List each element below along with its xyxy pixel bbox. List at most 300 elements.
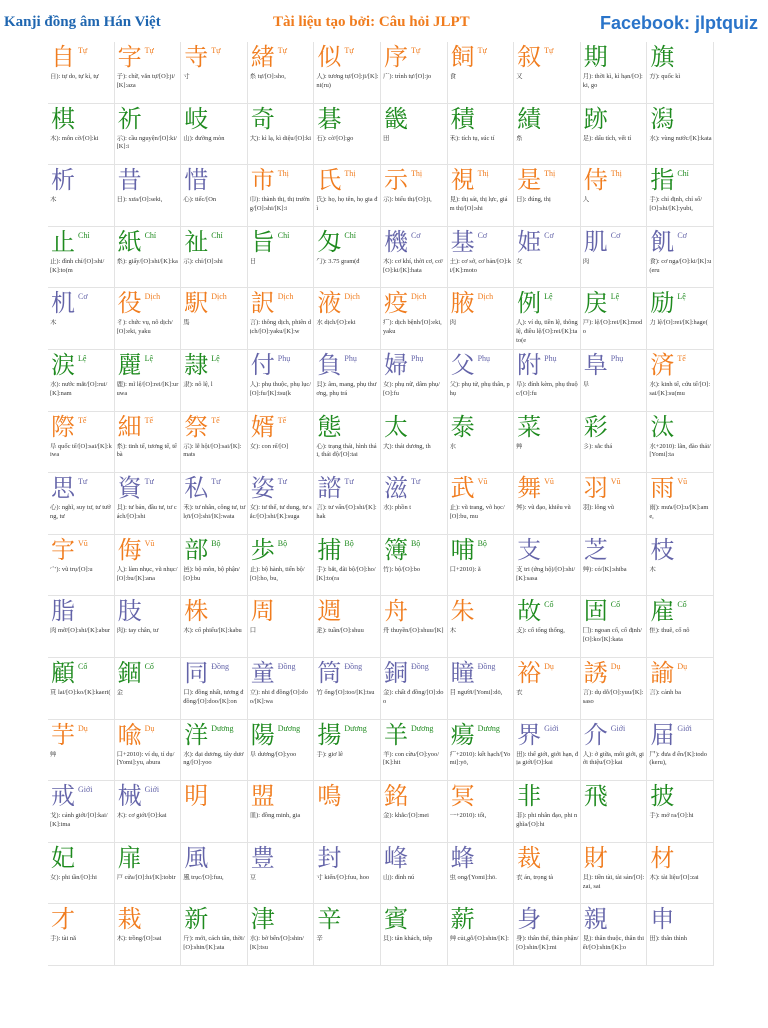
- kanji-description: [316, 812, 379, 841]
- kanji-character: 瞳: [450, 658, 475, 687]
- han-viet-reading: Vũ: [544, 477, 554, 487]
- kanji-character: 申: [650, 905, 675, 934]
- kanji-character: 菜: [517, 412, 542, 441]
- kanji-cell: [514, 227, 581, 289]
- kanji-cell: [115, 165, 182, 227]
- kanji-cell: [248, 165, 315, 227]
- kanji-description: 手): bắt, đãi bộ/[O]:ho/[K]:to(ra: [316, 565, 376, 582]
- kanji-cell: [314, 165, 381, 227]
- page-title: Kanji đồng âm Hán Việt: [4, 14, 161, 30]
- kanji-character: 基: [450, 227, 475, 256]
- kanji-cell: [248, 535, 315, 597]
- kanji-description: 手): tài nă: [50, 935, 76, 943]
- han-viet-reading: Tư: [78, 477, 88, 487]
- kanji-character: 諭: [650, 658, 675, 687]
- kanji-description: 辛: [316, 935, 323, 943]
- kanji-description: 木: [449, 627, 456, 635]
- kanji-description: 方): quốc kì: [649, 73, 681, 80]
- han-viet-reading: Tự: [344, 46, 354, 55]
- kanji-description: 山): đỉnh nú: [382, 873, 415, 881]
- kanji-character: 潟: [650, 104, 675, 133]
- kanji-cell: [448, 596, 515, 658]
- kanji-character: 雨: [650, 474, 675, 503]
- kanji-character: 付: [250, 350, 275, 379]
- han-viet-reading: Cơ: [677, 230, 687, 240]
- kanji-cell: [581, 658, 648, 720]
- kanji-character: 細: [117, 412, 142, 441]
- kanji-character: 負: [317, 350, 342, 379]
- kanji-description: 糸: [516, 134, 523, 142]
- han-viet-reading: Tư: [144, 477, 154, 487]
- kanji-character: 披: [650, 782, 675, 811]
- kanji-description: 示): lễ hội/[O]:sai/[K]:mats: [183, 442, 242, 459]
- kanji-cell: [514, 104, 581, 166]
- han-viet-reading: Bộ: [477, 538, 487, 548]
- kanji-character: 戻: [583, 289, 608, 318]
- kanji-character: 才: [51, 905, 75, 934]
- kanji-character: 裕: [517, 658, 542, 687]
- kanji-description: 勹): 3.75 gram(đ: [316, 257, 360, 265]
- kanji-cell: [514, 720, 581, 782]
- kanji-cell: [48, 904, 115, 966]
- kanji-character: 非: [517, 782, 542, 811]
- kanji-character: 滋: [383, 474, 408, 503]
- han-viet-reading: Chỉ: [344, 230, 356, 240]
- kanji-character: 顧: [51, 658, 75, 687]
- kanji-character: 機: [383, 227, 408, 256]
- han-viet-reading: Đồng: [477, 661, 496, 671]
- kanji-character: 紙: [117, 227, 142, 256]
- kanji-cell: [181, 904, 248, 966]
- kanji-description: 鹿): mĩ lệ/[O]:rei/[K]:uruwa: [116, 380, 179, 397]
- kanji-cell: [115, 535, 182, 597]
- kanji-cell: [48, 658, 115, 720]
- kanji-description: 衣: [516, 688, 523, 696]
- kanji-cell: [381, 165, 448, 227]
- kanji-character: 筒: [317, 658, 342, 687]
- han-viet-reading: Cơ: [410, 230, 421, 240]
- han-viet-reading: Lệ: [211, 353, 220, 363]
- han-viet-reading: Vũ: [78, 538, 88, 548]
- han-viet-reading: Vũ: [477, 477, 488, 487]
- kanji-cell: [248, 104, 315, 166]
- kanji-character: 宇: [51, 535, 75, 564]
- kanji-character: 祭: [184, 412, 209, 441]
- kanji-description: 立): nhi đ đồng/[O]:doo/[K]:wa: [249, 688, 308, 705]
- kanji-cell: [115, 350, 182, 412]
- kanji-cell: [248, 596, 315, 658]
- han-viet-reading: Thị: [344, 169, 356, 179]
- kanji-cell: [248, 781, 315, 843]
- kanji-character: 例: [517, 289, 542, 318]
- kanji-description: 巾): thành thị, thị trường/[O]:shi/[K]:i: [249, 196, 310, 212]
- kanji-cell: [248, 720, 315, 782]
- kanji-cell: [48, 843, 115, 905]
- kanji-description: 大): kì lạ, kì diệu/[O]:ki: [249, 134, 312, 142]
- kanji-character: 蜂: [450, 843, 475, 872]
- kanji-character: 侍: [583, 166, 608, 195]
- kanji-description: 舛): vũ đạo, khiêu vũ: [516, 504, 571, 512]
- kanji-description: 人): ở giữa, môi giới, giới thiệu/[O]:kai: [582, 750, 644, 767]
- kanji-cell: [115, 720, 182, 782]
- kanji-description: 寸 kiến/[O]:fuu, hoo: [316, 873, 370, 881]
- kanji-description: 見): thị sát, thị lực, giám thị/[O]:shi: [449, 196, 508, 212]
- kanji-character: 汰: [650, 412, 675, 441]
- kanji-grid: [48, 42, 714, 1028]
- kanji-description: 木): môn cờ/[O]:ki: [50, 134, 99, 142]
- kanji-character: 陽: [250, 720, 275, 749]
- han-viet-reading: Cơ: [78, 292, 88, 302]
- kanji-cell: [381, 42, 448, 104]
- han-viet-reading: Cố: [677, 600, 687, 610]
- han-viet-reading: Tự: [544, 46, 554, 55]
- han-viet-reading: Tế: [677, 353, 686, 363]
- han-viet-reading: Tự: [477, 46, 487, 55]
- kanji-description: 豆: [249, 873, 257, 881]
- kanji-character: 机: [51, 289, 75, 318]
- kanji-character: 武: [450, 474, 475, 503]
- kanji-description: 一+2010): tối,: [449, 812, 487, 820]
- han-viet-reading: Dương: [211, 723, 234, 733]
- kanji-character: 自: [51, 43, 75, 71]
- kanji-description: 貝): tân khách, tiếp: [382, 935, 433, 943]
- kanji-description: 雨): mưa/[O]:u/[K]:ame,: [649, 504, 709, 520]
- kanji-description: 木: [649, 565, 656, 573]
- han-viet-reading: Chỉ: [144, 230, 157, 240]
- kanji-cell: [115, 473, 182, 535]
- kanji-character: 部: [184, 535, 209, 564]
- kanji-description: 言): thông dịch, phiên dịch/[O]:yaku/[K]:w: [249, 319, 312, 336]
- kanji-character: 視: [450, 166, 475, 195]
- kanji-cell: [647, 843, 714, 905]
- kanji-character: 婦: [383, 350, 408, 379]
- han-viet-reading: Phụ: [477, 353, 491, 363]
- kanji-character: 諮: [317, 474, 342, 503]
- han-viet-reading: Thị: [410, 169, 423, 179]
- kanji-character: 績: [517, 104, 542, 133]
- kanji-description: 木): cơ giới/[O]:kai: [116, 812, 167, 820]
- kanji-character: 銘: [383, 782, 408, 811]
- kanji-cell: [115, 658, 182, 720]
- kanji-character: 瘍: [450, 720, 475, 749]
- kanji-cell: [448, 535, 515, 597]
- kanji-description: 人): phụ thuộc, phụ lục/[O]:fu/[K]:tsu(k: [249, 380, 312, 397]
- han-viet-reading: Cơ: [544, 230, 554, 240]
- kanji-cell: [381, 596, 448, 658]
- han-viet-reading: Thị: [277, 169, 289, 179]
- kanji-character: 昔: [117, 166, 142, 195]
- kanji-character: 緒: [250, 43, 275, 71]
- author-credit: Tài liệu tạo bởi: Câu hỏi JLPT: [273, 14, 470, 30]
- kanji-cell: [314, 658, 381, 720]
- kanji-cell: [581, 596, 648, 658]
- kanji-character: 奇: [250, 104, 275, 133]
- kanji-cell: [248, 227, 315, 289]
- han-viet-reading: Tự: [410, 46, 421, 55]
- kanji-description: 隹): thuê, cố nô: [649, 627, 690, 635]
- kanji-cell: [115, 42, 182, 104]
- kanji-description: 言): cảnh ba: [649, 688, 681, 696]
- kanji-description: 心): trạng thái, hình thái, thái độ/[O]:tai: [316, 442, 377, 459]
- kanji-character: 株: [184, 597, 209, 626]
- kanji-cell: [181, 535, 248, 597]
- kanji-character: 旨: [250, 227, 275, 256]
- kanji-character: 誘: [583, 658, 608, 687]
- kanji-cell: [314, 288, 381, 350]
- kanji-description: 艸 củi,gỗ/[O]:shin/[K]:: [449, 935, 509, 943]
- han-viet-reading: Thị: [544, 169, 556, 179]
- kanji-cell: [647, 596, 714, 658]
- kanji-cell: [448, 350, 515, 412]
- kanji-cell: [514, 658, 581, 720]
- kanji-character: 身: [517, 905, 542, 934]
- kanji-description: 女): phi tần/[O]:hi: [50, 873, 97, 881]
- kanji-description: 肉: [449, 319, 456, 327]
- kanji-character: 指: [650, 166, 675, 195]
- kanji-character: 止: [51, 227, 75, 256]
- kanji-cell: [514, 473, 581, 535]
- kanji-character: 固: [583, 597, 608, 626]
- kanji-cell: [381, 720, 448, 782]
- kanji-cell: [381, 473, 448, 535]
- kanji-description: 示): chỉ/[O]:shi: [183, 257, 223, 265]
- kanji-cell: [115, 412, 182, 474]
- kanji-character: 械: [117, 782, 142, 811]
- kanji-cell: [647, 104, 714, 166]
- han-viet-reading: Phụ: [610, 353, 624, 363]
- kanji-description: 竹): bộ/[O]:bo: [382, 565, 421, 573]
- facebook-link[interactable]: Facebook: jlptquiz: [599, 13, 758, 33]
- kanji-cell: [647, 720, 714, 782]
- kanji-description: 阜: [582, 380, 590, 388]
- kanji-cell: [647, 288, 714, 350]
- kanji-character: 祈: [117, 104, 142, 133]
- kanji-character: 喩: [117, 720, 142, 749]
- kanji-cell: [181, 104, 248, 166]
- kanji-cell: [248, 350, 315, 412]
- han-viet-reading: Tư: [211, 477, 221, 487]
- kanji-cell: [48, 535, 115, 597]
- han-viet-reading: Tế: [211, 415, 220, 425]
- kanji-character: 岐: [184, 104, 209, 133]
- kanji-cell: [48, 596, 115, 658]
- kanji-character: 同: [184, 658, 209, 687]
- kanji-character: 涙: [51, 350, 75, 379]
- kanji-character: 侮: [117, 535, 142, 564]
- han-viet-reading: Dịch: [344, 292, 360, 302]
- kanji-description: [583, 812, 646, 841]
- kanji-description: 疒): dịch bệnh/[O]:eki, yaku: [382, 319, 442, 336]
- han-viet-reading: Dương: [410, 723, 434, 733]
- kanji-cell: [314, 104, 381, 166]
- kanji-description: 止): bộ hành, tiến bộ/[O]:ho, bu,: [249, 565, 305, 582]
- kanji-description: 又: [516, 73, 523, 80]
- kanji-cell: [514, 596, 581, 658]
- kanji-character: 妃: [51, 843, 75, 872]
- kanji-character: 支: [517, 535, 542, 564]
- han-viet-reading: Đồng: [277, 661, 296, 671]
- han-viet-reading: Tư: [344, 477, 354, 487]
- kanji-cell: [314, 473, 381, 535]
- kanji-cell: [314, 227, 381, 289]
- kanji-character: 棋: [51, 104, 75, 133]
- kanji-character: 届: [650, 720, 675, 749]
- kanji-character: 故: [517, 597, 542, 626]
- kanji-cell: [647, 165, 714, 227]
- page-header: [0, 0, 768, 44]
- kanji-character: 飼: [450, 43, 475, 71]
- kanji-cell: [181, 843, 248, 905]
- kanji-character: 辛: [317, 905, 342, 934]
- kanji-description: 水): bờ bến/[O]:shin/[K]:tsu: [249, 935, 304, 952]
- kanji-cell: [581, 473, 648, 535]
- kanji-cell: [181, 350, 248, 412]
- han-viet-reading: Lệ: [610, 292, 620, 302]
- kanji-cell: [514, 165, 581, 227]
- kanji-description: 言): tư vấn/[O]:shi/[K]:hak: [316, 504, 377, 520]
- han-viet-reading: Tư: [410, 477, 421, 487]
- kanji-description: 木): trồng/[O]:sai: [116, 935, 162, 943]
- han-viet-reading: Chỉ: [211, 230, 223, 240]
- kanji-character: 介: [583, 720, 608, 749]
- kanji-character: 似: [317, 43, 342, 71]
- kanji-description: 戈): cảnh giới/[O]:kai/[K]:ima: [50, 812, 108, 828]
- han-viet-reading: Cơ: [477, 230, 488, 240]
- kanji-character: 津: [250, 905, 275, 934]
- kanji-cell: [647, 658, 714, 720]
- kanji-character: 豊: [250, 843, 275, 872]
- kanji-cell: [448, 165, 515, 227]
- kanji-description: 邑): bộ môn, bộ phận/[O]:bu: [183, 565, 240, 582]
- kanji-description: 土): cơ sở, cơ bản/[O]:ki/[K]:moto: [449, 257, 511, 274]
- kanji-cell: [581, 412, 648, 474]
- kanji-cell: [448, 42, 515, 104]
- kanji-cell: [115, 288, 182, 350]
- kanji-cell: [181, 412, 248, 474]
- kanji-description: 水): vùng nước/[K]:kata: [649, 134, 712, 142]
- han-viet-reading: Dịch: [211, 292, 227, 302]
- kanji-cell: [48, 412, 115, 474]
- kanji-cell: [248, 473, 315, 535]
- kanji-cell: [314, 843, 381, 905]
- han-viet-reading: Lệ: [78, 353, 87, 363]
- kanji-description: 大): thái dương, th: [382, 442, 431, 450]
- kanji-character: 親: [583, 905, 608, 934]
- kanji-description: 彳): chức vụ, nô dịch/[O]:eki, yaku: [116, 319, 173, 336]
- kanji-description: 見): thân thuộc, thân thiết/[O]:shin/[K]:o: [582, 935, 644, 952]
- kanji-cell: [314, 781, 381, 843]
- kanji-cell: [181, 165, 248, 227]
- kanji-character: 銅: [383, 658, 408, 687]
- kanji-description: 皿): đồng minh, gia: [249, 812, 301, 820]
- kanji-character: 態: [317, 412, 342, 441]
- han-viet-reading: Cố: [544, 600, 554, 610]
- kanji-cell: [115, 843, 182, 905]
- kanji-character: 簿: [383, 535, 408, 564]
- kanji-cell: [115, 781, 182, 843]
- kanji-cell: [248, 904, 315, 966]
- kanji-description: 身): thân thể, thân phận/[O]:shin/[K]:mi: [516, 935, 579, 952]
- kanji-description: 自): tự do, tự kỉ, tự: [50, 73, 99, 80]
- kanji-cell: [115, 904, 182, 966]
- han-viet-reading: Đồng: [410, 661, 429, 671]
- kanji-description: 阜 dương/[O]:yoo: [249, 750, 297, 758]
- kanji-description: 宀): vũ trụ/[O]:u: [50, 565, 93, 573]
- han-viet-reading: Phụ: [544, 353, 557, 363]
- kanji-character: 附: [517, 350, 542, 379]
- kanji-description: 足): dấu tích, vết tí: [582, 134, 632, 142]
- kanji-description: 手): giơ lê: [316, 750, 343, 758]
- kanji-cell: [181, 658, 248, 720]
- kanji-character: 期: [583, 43, 608, 71]
- kanji-character: 雇: [650, 597, 675, 626]
- kanji-character: 鳴: [317, 782, 342, 811]
- kanji-cell: [181, 42, 248, 104]
- kanji-character: 序: [383, 43, 408, 71]
- han-viet-reading: Dịch: [144, 292, 161, 302]
- kanji-description: [183, 812, 246, 841]
- kanji-cell: [448, 288, 515, 350]
- kanji-cell: [647, 535, 714, 597]
- kanji-character: 液: [317, 289, 342, 318]
- kanji-description: 木): cổ phiếu/[K]:kabu: [183, 627, 242, 635]
- kanji-cell: [48, 720, 115, 782]
- kanji-cell: [314, 535, 381, 597]
- kanji-character: 碁: [317, 104, 342, 133]
- han-viet-reading: Dịch: [410, 292, 427, 302]
- kanji-character: 隷: [184, 350, 209, 379]
- kanji-character: 峰: [383, 843, 408, 872]
- kanji-description: 糸): giấy/[O]:shi/[K]:ka: [116, 257, 178, 265]
- kanji-description: 示): biểu thị/[O]:ji,: [382, 196, 432, 204]
- kanji-cell: [514, 42, 581, 104]
- kanji-cell: [647, 412, 714, 474]
- kanji-description: 口: [249, 627, 257, 635]
- kanji-character: 字: [117, 43, 142, 71]
- kanji-character: 周: [250, 597, 275, 626]
- kanji-cell: [448, 843, 515, 905]
- kanji-character: 戒: [51, 782, 75, 811]
- kanji-character: 市: [250, 166, 275, 195]
- kanji-description: 阜 quốc tế/[O]:sai/[K]:kiwa: [50, 442, 112, 459]
- kanji-cell: [581, 843, 648, 905]
- kanji-description: 糸): tinh tế, tương tế, tế bà: [116, 442, 177, 459]
- kanji-character: 哺: [450, 535, 475, 564]
- kanji-description: 貝): tiền tài, tài sản/[O]:zai, sai: [582, 873, 645, 890]
- kanji-character: 盟: [250, 782, 275, 811]
- kanji-cell: [381, 781, 448, 843]
- kanji-description: 人): tương tự/[O]:ji/[K]:ni(ru): [316, 73, 379, 89]
- kanji-cell: [115, 596, 182, 658]
- kanji-cell: [514, 288, 581, 350]
- kanji-description: 木): cơ khí, thời cơ, cơ/[O]:ki/[K]:hata: [382, 257, 444, 274]
- kanji-cell: [448, 227, 515, 289]
- han-viet-reading: Cố: [144, 661, 154, 671]
- kanji-cell: [514, 350, 581, 412]
- kanji-description: 人): làm nhục, vũ nhục/[O]:bu/[K]:ana: [116, 565, 178, 582]
- kanji-description: 肉: [582, 257, 590, 265]
- han-viet-reading: Dụ: [610, 661, 621, 671]
- han-viet-reading: Tự: [211, 46, 221, 55]
- kanji-cell: [48, 165, 115, 227]
- kanji-character: 封: [317, 843, 342, 872]
- kanji-cell: [48, 104, 115, 166]
- kanji-description: 羽): lông vũ: [582, 504, 614, 512]
- kanji-character: 枝: [650, 535, 675, 564]
- kanji-description: 心): tiếc/[On: [183, 196, 217, 204]
- kanji-cell: [248, 42, 315, 104]
- kanji-character: 姫: [517, 227, 542, 256]
